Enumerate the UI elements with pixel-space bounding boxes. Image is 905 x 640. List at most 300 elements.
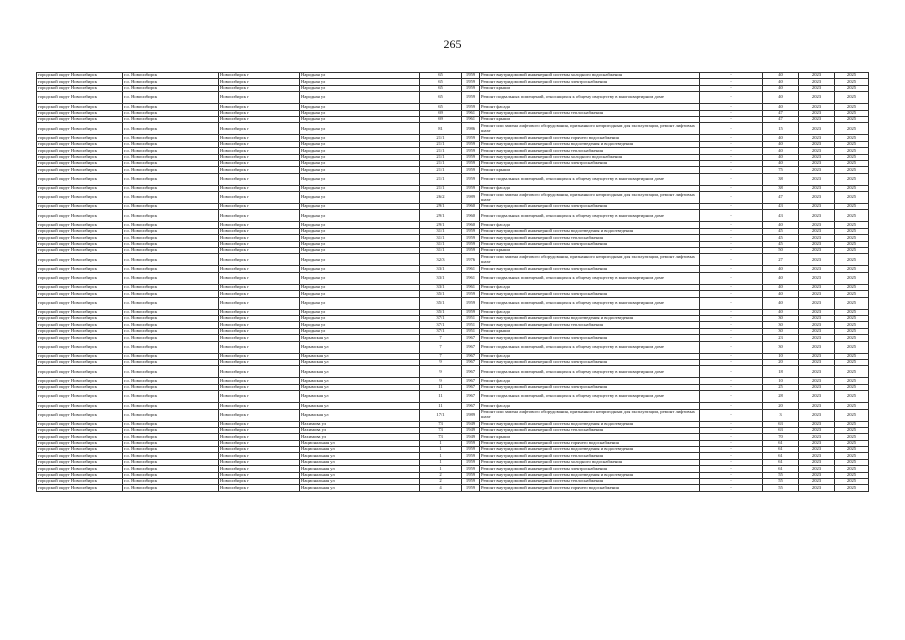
table-row <box>37 123 869 135</box>
city-okrug-cell: г.о. Новосибирск <box>123 167 219 173</box>
start-year-cell: 2023 <box>799 434 835 440</box>
city-okrug-cell: г.о. Новосибирск <box>123 192 219 204</box>
build-year-cell: 1967 <box>462 378 480 384</box>
start-year-cell: 2023 <box>799 466 835 472</box>
house-number-cell: 21/1 <box>420 135 462 141</box>
end-year-cell: 2025 <box>835 485 869 491</box>
district-cell: городской округ Новосибирск <box>37 204 123 210</box>
count-cell: 63 <box>763 427 799 433</box>
house-number-cell: 33/1 <box>420 272 462 284</box>
district-cell: городской округ Новосибирск <box>37 173 123 185</box>
dash-cell: - <box>700 403 763 409</box>
city-okrug-cell: г.о. Новосибирск <box>123 384 219 390</box>
work-type-cell: Ремонт подвальных помещений, относящихся к общему имуществу в многоквартирном доме <box>480 366 700 378</box>
start-year-cell: 2023 <box>799 297 835 309</box>
settlement-cell: Новосибирск г <box>219 204 300 210</box>
settlement-cell: Новосибирск г <box>219 485 300 491</box>
build-year-cell: 1959 <box>462 479 480 485</box>
house-number-cell: 21/1 <box>420 154 462 160</box>
street-cell: Национальная ул <box>300 485 420 491</box>
build-year-cell: 1959 <box>462 447 480 453</box>
house-number-cell: 37/1 <box>420 315 462 321</box>
house-number-cell: 21/1 <box>420 141 462 147</box>
count-cell: 50 <box>763 248 799 254</box>
city-okrug-cell: г.о. Новосибирск <box>123 116 219 122</box>
end-year-cell: 2025 <box>835 266 869 272</box>
work-type-cell: Ремонт фасада <box>480 309 700 315</box>
district-cell: городской округ Новосибирск <box>37 378 123 384</box>
build-year-cell: 1959 <box>462 248 480 254</box>
district-cell: городской округ Новосибирск <box>37 135 123 141</box>
work-type-cell: Ремонт внутридомовой инженерной системы теплоснабжения <box>480 479 700 485</box>
start-year-cell: 2023 <box>799 123 835 135</box>
dash-cell: - <box>700 167 763 173</box>
table-row <box>37 409 869 421</box>
city-okrug-cell: г.о. Новосибирск <box>123 291 219 297</box>
district-cell: городской округ Новосибирск <box>37 427 123 433</box>
dash-cell: - <box>700 210 763 222</box>
street-cell: Народная ул <box>300 266 420 272</box>
dash-cell: - <box>700 479 763 485</box>
settlement-cell: Новосибирск г <box>219 110 300 116</box>
start-year-cell: 2023 <box>799 210 835 222</box>
city-okrug-cell: г.о. Новосибирск <box>123 135 219 141</box>
work-type-cell: Ремонт внутридомовой инженерной системы электроснабжения <box>480 79 700 85</box>
start-year-cell: 2023 <box>799 459 835 465</box>
district-cell: городской округ Новосибирск <box>37 79 123 85</box>
house-number-cell: 11 <box>420 391 462 403</box>
work-type-cell: Ремонт внутридомовой инженерной системы водоотведения и водоотведения <box>480 315 700 321</box>
city-okrug-cell: г.о. Новосибирск <box>123 284 219 290</box>
city-okrug-cell: г.о. Новосибирск <box>123 222 219 228</box>
build-year-cell: 1967 <box>462 335 480 341</box>
build-year-cell: 1959 <box>462 241 480 247</box>
street-cell: Нарымская ул <box>300 391 420 403</box>
street-cell: Народная ул <box>300 79 420 85</box>
count-cell: 40 <box>763 154 799 160</box>
dash-cell: - <box>700 335 763 341</box>
work-type-cell: Ремонт внутридомовой инженерной системы электроснабжения <box>480 291 700 297</box>
city-okrug-cell: г.о. Новосибирск <box>123 272 219 284</box>
start-year-cell: 2023 <box>799 359 835 365</box>
settlement-cell: Новосибирск г <box>219 466 300 472</box>
settlement-cell: Новосибирск г <box>219 123 300 135</box>
dash-cell: - <box>700 391 763 403</box>
dash-cell: - <box>700 173 763 185</box>
end-year-cell: 2025 <box>835 92 869 104</box>
work-type-cell: Ремонт подвальных помещений, относящихся к общему имуществу в многоквартирном доме <box>480 391 700 403</box>
district-cell: городской округ Новосибирск <box>37 485 123 491</box>
settlement-cell: Новосибирск г <box>219 291 300 297</box>
settlement-cell: Новосибирск г <box>219 353 300 359</box>
district-cell: городской округ Новосибирск <box>37 359 123 365</box>
district-cell: городской округ Новосибирск <box>37 440 123 446</box>
district-cell: городской округ Новосибирск <box>37 104 123 110</box>
count-cell: 55 <box>763 479 799 485</box>
dash-cell: - <box>700 266 763 272</box>
start-year-cell: 2023 <box>799 141 835 147</box>
settlement-cell: Новосибирск г <box>219 192 300 204</box>
start-year-cell: 2023 <box>799 322 835 328</box>
street-cell: Народная ул <box>300 309 420 315</box>
build-year-cell: 1960 <box>462 204 480 210</box>
work-type-cell: Ремонт внутридомовой инженерной системы холодного водоснабжения <box>480 73 700 79</box>
start-year-cell: 2023 <box>799 222 835 228</box>
house-number-cell: 73 <box>420 421 462 427</box>
house-number-cell: 1 <box>420 453 462 459</box>
house-number-cell: 1 <box>420 447 462 453</box>
city-okrug-cell: г.о. Новосибирск <box>123 434 219 440</box>
settlement-cell: Новосибирск г <box>219 160 300 166</box>
street-cell: Нарымская ул <box>300 366 420 378</box>
settlement-cell: Новосибирск г <box>219 284 300 290</box>
end-year-cell: 2025 <box>835 378 869 384</box>
city-okrug-cell: г.о. Новосибирск <box>123 92 219 104</box>
works-table-body <box>37 73 869 492</box>
street-cell: Нахимова ул <box>300 427 420 433</box>
count-cell: 38 <box>763 173 799 185</box>
dash-cell: - <box>700 359 763 365</box>
dash-cell: - <box>700 185 763 191</box>
work-type-cell: Ремонт внутридомовой инженерной системы водоотведения и водоотведения <box>480 447 700 453</box>
district-cell: городской округ Новосибирск <box>37 266 123 272</box>
house-number-cell: 65 <box>420 92 462 104</box>
dash-cell: - <box>700 254 763 266</box>
build-year-cell: 1951 <box>462 315 480 321</box>
house-number-cell: 32/3 <box>420 254 462 266</box>
count-cell: 45 <box>763 241 799 247</box>
settlement-cell: Новосибирск г <box>219 235 300 241</box>
end-year-cell: 2025 <box>835 116 869 122</box>
street-cell: Народная ул <box>300 192 420 204</box>
settlement-cell: Новосибирск г <box>219 391 300 403</box>
settlement-cell: Новосибирск г <box>219 421 300 427</box>
work-type-cell: Ремонт подвальных помещений, относящихся к общему имуществу в многоквартирном доме <box>480 210 700 222</box>
settlement-cell: Новосибирск г <box>219 359 300 365</box>
start-year-cell: 2023 <box>799 85 835 91</box>
district-cell: городской округ Новосибирск <box>37 241 123 247</box>
settlement-cell: Новосибирск г <box>219 73 300 79</box>
district-cell: городской округ Новосибирск <box>37 185 123 191</box>
district-cell: городской округ Новосибирск <box>37 110 123 116</box>
build-year-cell: 1959 <box>462 92 480 104</box>
start-year-cell: 2023 <box>799 272 835 284</box>
settlement-cell: Новосибирск г <box>219 148 300 154</box>
build-year-cell: 1960 <box>462 222 480 228</box>
dash-cell: - <box>700 123 763 135</box>
district-cell: городской округ Новосибирск <box>37 479 123 485</box>
build-year-cell: 1989 <box>462 192 480 204</box>
end-year-cell: 2025 <box>835 110 869 116</box>
settlement-cell: Новосибирск г <box>219 272 300 284</box>
end-year-cell: 2025 <box>835 167 869 173</box>
house-number-cell: 35/1 <box>420 291 462 297</box>
dash-cell: - <box>700 309 763 315</box>
start-year-cell: 2023 <box>799 79 835 85</box>
dash-cell: - <box>700 85 763 91</box>
city-okrug-cell: г.о. Новосибирск <box>123 248 219 254</box>
work-type-cell: Ремонт или замена лифтового оборудования, признанного непригодным для эксплуатации, ремонт лифтовых шахт <box>480 254 700 266</box>
district-cell: городской округ Новосибирск <box>37 160 123 166</box>
work-type-cell: Ремонт крыши <box>480 434 700 440</box>
house-number-cell: 31/1 <box>420 248 462 254</box>
settlement-cell: Новосибирск г <box>219 254 300 266</box>
count-cell: 40 <box>763 160 799 166</box>
build-year-cell: 1949 <box>462 421 480 427</box>
count-cell: 18 <box>763 366 799 378</box>
street-cell: Народная ул <box>300 272 420 284</box>
dash-cell: - <box>700 322 763 328</box>
city-okrug-cell: г.о. Новосибирск <box>123 328 219 334</box>
city-okrug-cell: г.о. Новосибирск <box>123 353 219 359</box>
dash-cell: - <box>700 315 763 321</box>
city-okrug-cell: г.о. Новосибирск <box>123 335 219 341</box>
house-number-cell: 7 <box>420 353 462 359</box>
street-cell: Нарымская ул <box>300 378 420 384</box>
work-type-cell: Ремонт внутридомовой инженерной системы теплоснабжения <box>480 453 700 459</box>
street-cell: Национальная ул <box>300 466 420 472</box>
start-year-cell: 2023 <box>799 228 835 234</box>
city-okrug-cell: г.о. Новосибирск <box>123 154 219 160</box>
district-cell: городской округ Новосибирск <box>37 459 123 465</box>
street-cell: Национальная ул <box>300 479 420 485</box>
city-okrug-cell: г.о. Новосибирск <box>123 254 219 266</box>
build-year-cell: 1959 <box>462 79 480 85</box>
end-year-cell: 2025 <box>835 235 869 241</box>
build-year-cell: 1967 <box>462 366 480 378</box>
count-cell: 40 <box>763 148 799 154</box>
end-year-cell: 2025 <box>835 315 869 321</box>
works-table-container <box>36 72 868 492</box>
end-year-cell: 2025 <box>835 341 869 353</box>
end-year-cell: 2025 <box>835 384 869 390</box>
dash-cell: - <box>700 79 763 85</box>
street-cell: Народная ул <box>300 104 420 110</box>
count-cell: 45 <box>763 235 799 241</box>
end-year-cell: 2025 <box>835 440 869 446</box>
work-type-cell: Ремонт внутридомовой инженерной системы холодного водоснабжения <box>480 154 700 160</box>
district-cell: городской округ Новосибирск <box>37 228 123 234</box>
build-year-cell: 1959 <box>462 459 480 465</box>
work-type-cell: Ремонт внутридомовой инженерной системы теплоснабжения <box>480 235 700 241</box>
start-year-cell: 2023 <box>799 241 835 247</box>
street-cell: Национальная ул <box>300 453 420 459</box>
build-year-cell: 1959 <box>462 453 480 459</box>
city-okrug-cell: г.о. Новосибирск <box>123 210 219 222</box>
city-okrug-cell: г.о. Новосибирск <box>123 409 219 421</box>
house-number-cell: 21/1 <box>420 160 462 166</box>
end-year-cell: 2025 <box>835 241 869 247</box>
settlement-cell: Новосибирск г <box>219 248 300 254</box>
dash-cell: - <box>700 248 763 254</box>
city-okrug-cell: г.о. Новосибирск <box>123 79 219 85</box>
work-type-cell: Ремонт фасада <box>480 378 700 384</box>
count-cell: 75 <box>763 167 799 173</box>
count-cell: 40 <box>763 141 799 147</box>
house-number-cell: 73 <box>420 427 462 433</box>
build-year-cell: 1967 <box>462 391 480 403</box>
dash-cell: - <box>700 104 763 110</box>
works-table <box>36 72 869 492</box>
city-okrug-cell: г.о. Новосибирск <box>123 453 219 459</box>
dash-cell: - <box>700 366 763 378</box>
start-year-cell: 2023 <box>799 421 835 427</box>
dash-cell: - <box>700 160 763 166</box>
count-cell: 40 <box>763 85 799 91</box>
work-type-cell: Ремонт внутридомовой инженерной системы электроснабжения <box>480 266 700 272</box>
work-type-cell: Ремонт подвальных помещений, относящихся к общему имуществу в многоквартирном доме <box>480 341 700 353</box>
build-year-cell: 1967 <box>462 359 480 365</box>
house-number-cell: 9 <box>420 359 462 365</box>
start-year-cell: 2023 <box>799 409 835 421</box>
settlement-cell: Новосибирск г <box>219 479 300 485</box>
count-cell: 70 <box>763 434 799 440</box>
district-cell: городской округ Новосибирск <box>37 353 123 359</box>
city-okrug-cell: г.о. Новосибирск <box>123 447 219 453</box>
dash-cell: - <box>700 409 763 421</box>
dash-cell: - <box>700 204 763 210</box>
table-row <box>37 366 869 378</box>
district-cell: городской округ Новосибирск <box>37 73 123 79</box>
street-cell: Народная ул <box>300 241 420 247</box>
city-okrug-cell: г.о. Новосибирск <box>123 479 219 485</box>
start-year-cell: 2023 <box>799 173 835 185</box>
district-cell: городской округ Новосибирск <box>37 210 123 222</box>
dash-cell: - <box>700 291 763 297</box>
end-year-cell: 2025 <box>835 309 869 315</box>
settlement-cell: Новосибирск г <box>219 322 300 328</box>
city-okrug-cell: г.о. Новосибирск <box>123 366 219 378</box>
count-cell: 47 <box>763 192 799 204</box>
street-cell: Народная ул <box>300 291 420 297</box>
count-cell: 20 <box>763 403 799 409</box>
table-row <box>37 192 869 204</box>
city-okrug-cell: г.о. Новосибирск <box>123 466 219 472</box>
count-cell: 40 <box>763 92 799 104</box>
build-year-cell: 1959 <box>462 148 480 154</box>
work-type-cell: Ремонт внутридомовой инженерной системы электроснабжения <box>480 335 700 341</box>
count-cell: 40 <box>763 135 799 141</box>
build-year-cell: 1989 <box>462 409 480 421</box>
settlement-cell: Новосибирск г <box>219 459 300 465</box>
build-year-cell: 1961 <box>462 116 480 122</box>
work-type-cell: Ремонт внутридомовой инженерной системы теплоснабжения <box>480 322 700 328</box>
city-okrug-cell: г.о. Новосибирск <box>123 427 219 433</box>
dash-cell: - <box>700 328 763 334</box>
start-year-cell: 2023 <box>799 110 835 116</box>
house-number-cell: 4 <box>420 485 462 491</box>
settlement-cell: Новосибирск г <box>219 173 300 185</box>
work-type-cell: Ремонт внутридомовой инженерной системы водоотведения и водоотведения <box>480 421 700 427</box>
work-type-cell: Ремонт внутридомовой инженерной системы теплоснабжения <box>480 427 700 433</box>
end-year-cell: 2025 <box>835 453 869 459</box>
house-number-cell: 21/1 <box>420 148 462 154</box>
start-year-cell: 2023 <box>799 254 835 266</box>
start-year-cell: 2023 <box>799 403 835 409</box>
house-number-cell: 29/1 <box>420 204 462 210</box>
dash-cell: - <box>700 241 763 247</box>
house-number-cell: 81 <box>420 123 462 135</box>
build-year-cell: 1959 <box>462 485 480 491</box>
start-year-cell: 2023 <box>799 366 835 378</box>
district-cell: городской округ Новосибирск <box>37 328 123 334</box>
dash-cell: - <box>700 421 763 427</box>
end-year-cell: 2025 <box>835 73 869 79</box>
street-cell: Нарымская ул <box>300 335 420 341</box>
end-year-cell: 2025 <box>835 79 869 85</box>
end-year-cell: 2025 <box>835 479 869 485</box>
start-year-cell: 2023 <box>799 248 835 254</box>
street-cell: Национальная ул <box>300 459 420 465</box>
street-cell: Народная ул <box>300 204 420 210</box>
street-cell: Нарымская ул <box>300 341 420 353</box>
house-number-cell: 2 <box>420 472 462 478</box>
end-year-cell: 2025 <box>835 291 869 297</box>
start-year-cell: 2023 <box>799 92 835 104</box>
start-year-cell: 2023 <box>799 447 835 453</box>
end-year-cell: 2025 <box>835 284 869 290</box>
work-type-cell: Ремонт внутридомовой инженерной системы электроснабжения <box>480 359 700 365</box>
city-okrug-cell: г.о. Новосибирск <box>123 403 219 409</box>
start-year-cell: 2023 <box>799 135 835 141</box>
city-okrug-cell: г.о. Новосибирск <box>123 173 219 185</box>
district-cell: городской округ Новосибирск <box>37 167 123 173</box>
count-cell: 43 <box>763 210 799 222</box>
end-year-cell: 2025 <box>835 472 869 478</box>
dash-cell: - <box>700 192 763 204</box>
city-okrug-cell: г.о. Новосибирск <box>123 185 219 191</box>
end-year-cell: 2025 <box>835 297 869 309</box>
build-year-cell: 1959 <box>462 85 480 91</box>
street-cell: Нарымская ул <box>300 403 420 409</box>
work-type-cell: Ремонт внутридомовой инженерной системы теплоснабжения <box>480 110 700 116</box>
dash-cell: - <box>700 485 763 491</box>
district-cell: городской округ Новосибирск <box>37 384 123 390</box>
end-year-cell: 2025 <box>835 135 869 141</box>
settlement-cell: Новосибирск г <box>219 104 300 110</box>
end-year-cell: 2025 <box>835 85 869 91</box>
settlement-cell: Новосибирск г <box>219 440 300 446</box>
end-year-cell: 2025 <box>835 160 869 166</box>
start-year-cell: 2023 <box>799 185 835 191</box>
count-cell: 10 <box>763 353 799 359</box>
dash-cell: - <box>700 472 763 478</box>
work-type-cell: Ремонт внутридомовой инженерной системы теплоснабжения <box>480 148 700 154</box>
count-cell: 27 <box>763 254 799 266</box>
dash-cell: - <box>700 459 763 465</box>
settlement-cell: Новосибирск г <box>219 85 300 91</box>
dash-cell: - <box>700 453 763 459</box>
table-row <box>37 272 869 284</box>
end-year-cell: 2025 <box>835 204 869 210</box>
settlement-cell: Новосибирск г <box>219 384 300 390</box>
settlement-cell: Новосибирск г <box>219 309 300 315</box>
work-type-cell: Ремонт или замена лифтового оборудования, признанного непригодным для эксплуатации, ремонт лифтовых шахт <box>480 123 700 135</box>
start-year-cell: 2023 <box>799 284 835 290</box>
work-type-cell: Ремонт или замена лифтового оборудования, признанного непригодным для эксплуатации, ремонт лифтовых шахт <box>480 192 700 204</box>
end-year-cell: 2025 <box>835 148 869 154</box>
street-cell: Народная ул <box>300 141 420 147</box>
start-year-cell: 2023 <box>799 104 835 110</box>
count-cell: 55 <box>763 472 799 478</box>
house-number-cell: 65 <box>420 104 462 110</box>
build-year-cell: 1949 <box>462 434 480 440</box>
district-cell: городской округ Новосибирск <box>37 148 123 154</box>
end-year-cell: 2025 <box>835 466 869 472</box>
build-year-cell: 1959 <box>462 167 480 173</box>
build-year-cell: 1960 <box>462 210 480 222</box>
count-cell: 40 <box>763 79 799 85</box>
